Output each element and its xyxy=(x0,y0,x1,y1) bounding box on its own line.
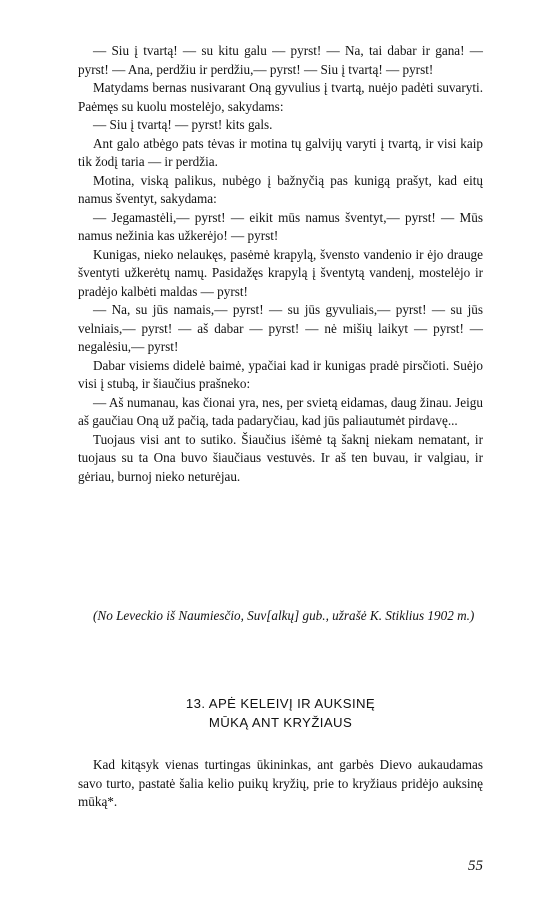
paragraph-4: Ant galo atbėgo pats tėvas ir motina tų galvijų varyti į tvartą, ir visi kaip tik žodį taria — ir perdžia. xyxy=(78,135,483,169)
story-text xyxy=(78,42,483,486)
paragraph-1: — Siu į tvartą! — su kitu galu — pyrst! — Na, tai dabar ir gana! — pyrst! — Ana, perdžiu ir perdžiu,— pyrst! — Siu į tvartą! — pyrst! xyxy=(78,43,483,77)
paragraph-10: — Aš numanau, kas čionai yra, nes, per svietą eidamas, daug žinau. Jeigu aš gaučiau Oną už pačią, tada padaryčiau, kad jūs paliautumėt pirdavę... xyxy=(78,394,483,428)
paragraph-2: Matydams bernas nusivarant Oną gyvulius į tvartą, nuėjo padėti suvaryti. Paėmęs su kuolu mostelėjo, sakydams: xyxy=(78,80,483,114)
paragraph-3: — Siu į tvartą! — pyrst! kits gals. xyxy=(93,117,273,132)
chapter-heading xyxy=(78,695,483,732)
paragraph-8: — Na, su jūs namais,— pyrst! — su jūs gyvuliais,— pyrst! — su jūs velniais,— pyrst! — aš dabar — pyrst! — nė mišių laikyt — pyrst! — negalėsiu,— pyrst! xyxy=(78,302,483,354)
chapter-text xyxy=(78,756,483,812)
paragraph-7: Kunigas, nieko nelaukęs, pasėmė krapylą, švensto vandenio ir ėjo drauge šventyti užkerėtų namų. Pasidažęs krapylą į šventytą vandenį, mostelėjo ir pradėjo kalbėti maldas — pyrst! xyxy=(78,246,483,299)
chapter-heading-line-1: 13. APĖ KELEIVĮ IR AUKSINĘ xyxy=(185,696,376,711)
chapter-paragraph-1: Kad kitąsyk vienas turtingas ūkininkas, ant garbės Dievo aukaudamas savo turto, pastatė šalia kelio puikų kryžių, prie to kryžiaus pridėjo auksinę mūką*. xyxy=(78,757,483,809)
chapter-heading-line-2: MŪKĄ ANT KRYŽIAUS xyxy=(208,714,353,730)
paragraph-5: Motina, viską palikus, nubėgo į bažnyčią pas kunigą prašyt, kad eitų namus šventyt, sakydama: xyxy=(78,172,483,206)
page-number: 55 xyxy=(468,858,483,874)
paragraph-11: Tuojaus visi ant to sutiko. Šiaučius išėmė tą šaknį niekam nematant, ir tuojaus su ta Ona buvo šiaučiaus vestuvės. Ir aš ten buvau, ir valgiau, ir gėriau, burnoj nieko neturėjau. xyxy=(78,431,483,484)
paragraph-6: — Jegamastėli,— pyrst! — eikit mūs namus šventyt,— pyrst! — Mūs namus nežinia kas užkerėjo! — pyrst! xyxy=(78,209,483,243)
source-note: (No Leveckio iš Naumiesčio, Suv[alkų] gub., užrašė K. Stiklius 1902 m.) xyxy=(93,608,475,623)
paragraph-9: Dabar visiems didelė baimė, ypačiai kad ir kunigas pradė pirsčioti. Suėjo visi į stubą, ir šiaučius prašneko: xyxy=(78,357,483,391)
